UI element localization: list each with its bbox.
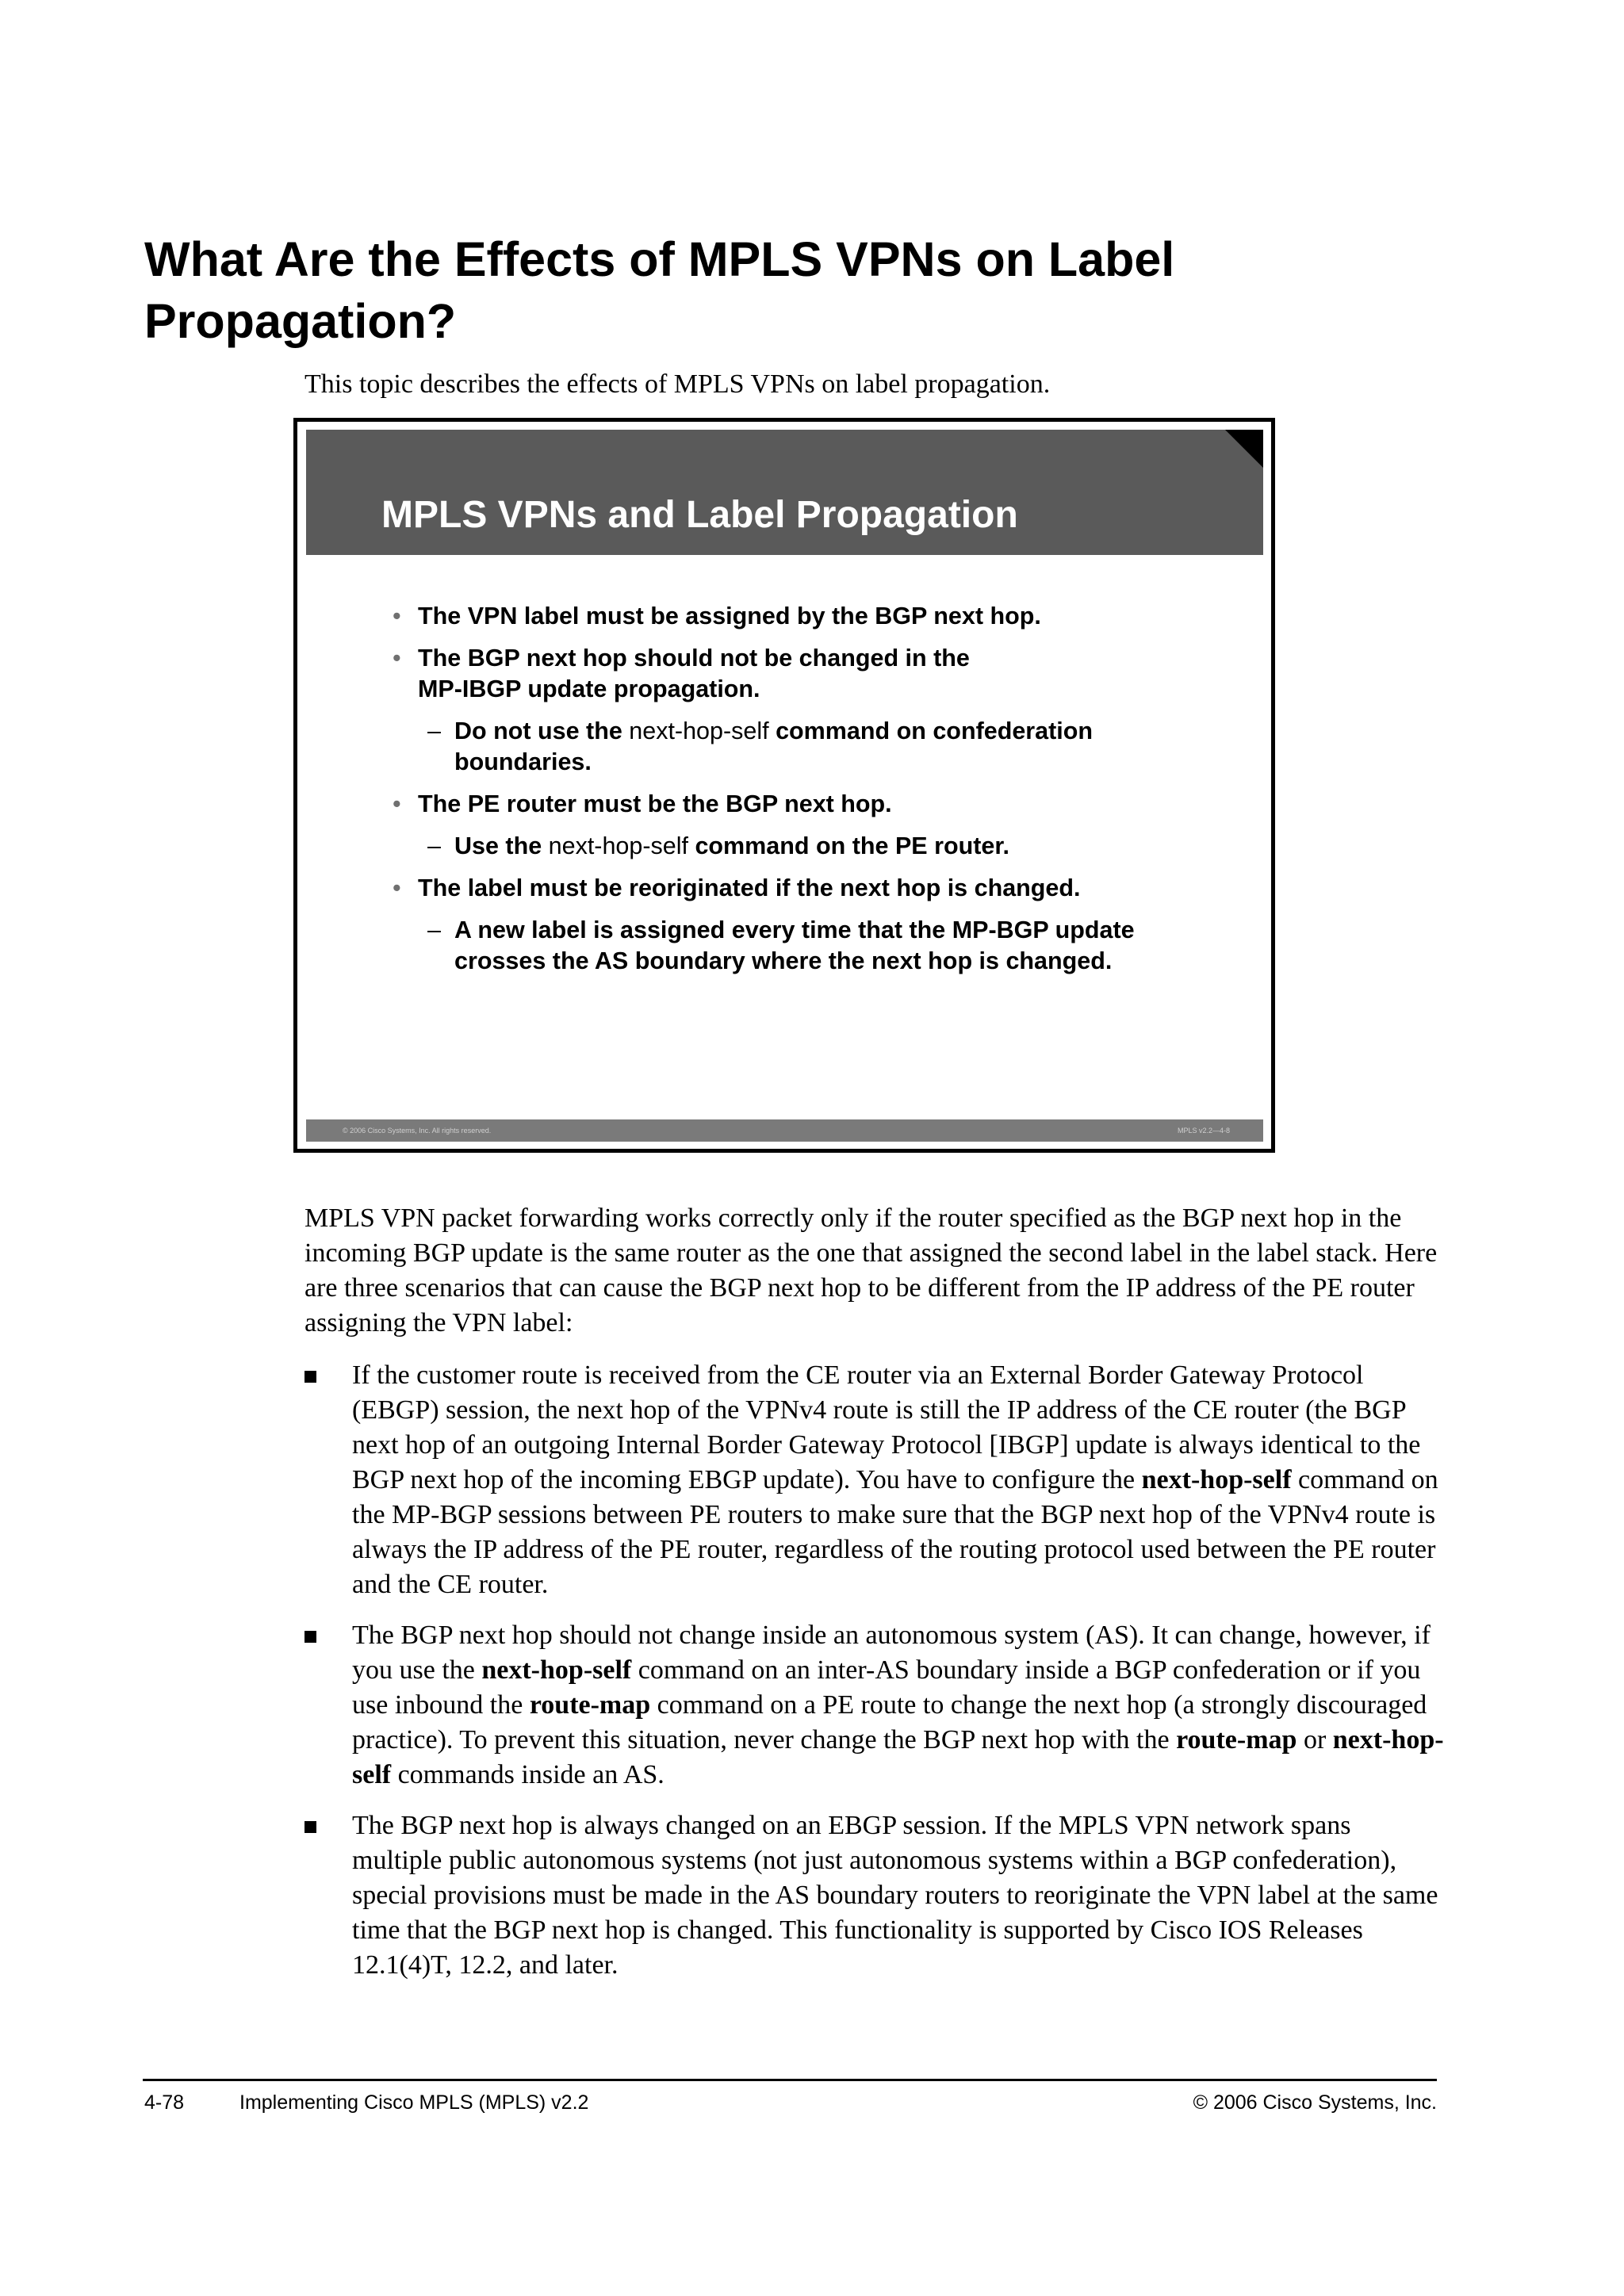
slide-bullet <box>393 873 1233 904</box>
slide-bullets <box>393 601 1233 988</box>
list-item <box>304 1808 1446 1983</box>
slide-bullet <box>393 601 1233 632</box>
command-name: next-hop-self <box>548 832 688 859</box>
slide-sub-bullet-text: Do not use the next-hop-self command on confederation boundaries. <box>454 718 1094 775</box>
footer-divider <box>143 2079 1437 2081</box>
bullet-dot-icon: • <box>393 645 401 672</box>
slide-bullet <box>393 789 1233 820</box>
square-bullet-icon <box>304 1821 316 1833</box>
dash-icon: – <box>427 916 441 943</box>
command-name: next-hop-self <box>629 718 769 744</box>
square-bullet-icon <box>304 1371 316 1383</box>
body-paragraph: MPLS VPN packet forwarding works correctly only if the router specified as the BGP next hop in the incoming BGP update is the same router as the one that assigned the second label in the label stack. Here are three scenarios that can cause the BGP next hop to be different from the IP address of the PE router assigning the VPN label: <box>304 1203 1438 1337</box>
bullet-dot-icon: • <box>393 603 401 629</box>
footer-copyright: © 2006 Cisco Systems, Inc. <box>1193 2091 1437 2114</box>
slide-sub-bullet <box>393 831 1233 862</box>
corner-triangle-icon <box>1225 430 1263 468</box>
slide-bullet-text: The VPN label must be assigned by the BGP next hop. <box>418 603 1041 629</box>
list-item-text: The BGP next hop should not change inside an autonomous system (AS). It can change, however, if you use the next-hop-self command on an inter-AS boundary inside a BGP confederation or if you use inbound the route-map command on a PE route to change the next hop (a strongly discouraged practice). To prevent this situation, never change the BGP next hop with the route-map or next-hop-self commands inside an AS. <box>352 1621 1444 1789</box>
book-title: Implementing Cisco MPLS (MPLS) v2.2 <box>239 2091 589 2114</box>
dash-icon: – <box>427 832 441 859</box>
slide-bullet-text: The PE router must be the BGP next hop. <box>418 790 892 817</box>
slide-sub-bullet-text: Use the next-hop-self command on the PE router. <box>454 832 1010 859</box>
list-item <box>304 1358 1446 1602</box>
slide-sub-bullet <box>393 915 1192 977</box>
slide-copyright: © 2006 Cisco Systems, Inc. All rights reserved. <box>343 1127 492 1135</box>
square-bullet-icon <box>304 1631 316 1643</box>
slide-bullet-text: The label must be reoriginated if the next hop is changed. <box>418 874 1081 901</box>
bullet-dot-icon: • <box>393 874 401 901</box>
list-item <box>304 1618 1446 1793</box>
scenario-list <box>304 1358 1446 1999</box>
bullet-dot-icon: • <box>393 790 401 817</box>
slide-figure <box>293 418 1275 1153</box>
slide-sub-bullet-text: A new label is assigned every time that the MP-BGP update crosses the AS boundary where the next hop is changed. <box>454 916 1135 974</box>
slide-sub-bullet <box>393 716 1216 778</box>
slide-footer <box>306 1119 1263 1142</box>
list-item-text: If the customer route is received from the CE router via an External Border Gateway Protocol (EBGP) session, the next hop of the VPNv4 route is still the IP address of the CE router (the BGP next hop of an outgoing Internal Border Gateway Protocol [IBGP] update is always identical to the BGP next hop of the incoming EBGP update). You have to configure the next-hop-self command on the MP-BGP sessions between PE routers to make sure that the BGP next hop of the VPNv4 route is always the IP address of the PE router, regardless of the routing protocol used between the PE router and the CE router. <box>352 1360 1438 1599</box>
slide-title: MPLS VPNs and Label Propagation <box>381 494 1018 536</box>
list-item-text: The BGP next hop is always changed on an EBGP session. If the MPLS VPN network spans multiple public autonomous systems (not just autonomous systems within a BGP confederation), special provisions must be made in the AS boundary routers to reoriginate the VPN label at the same time that the BGP next hop is changed. This functionality is supported by Cisco IOS Releases 12.1(4)T, 12.2, and later. <box>352 1811 1438 1980</box>
dash-icon: – <box>427 718 441 744</box>
intro-text: This topic describes the effects of MPLS VPNs on label propagation. <box>304 369 1051 399</box>
slide-number: MPLS v2.2—4-8 <box>1177 1127 1230 1135</box>
page-number: 4-78 <box>144 2091 185 2114</box>
page-title: What Are the Effects of MPLS VPNs on Label Propagation? <box>144 232 1175 348</box>
slide-bullet <box>393 643 1005 705</box>
slide-bullet-text: The BGP next hop should not be changed in the MP-IBGP update propagation. <box>418 645 970 702</box>
